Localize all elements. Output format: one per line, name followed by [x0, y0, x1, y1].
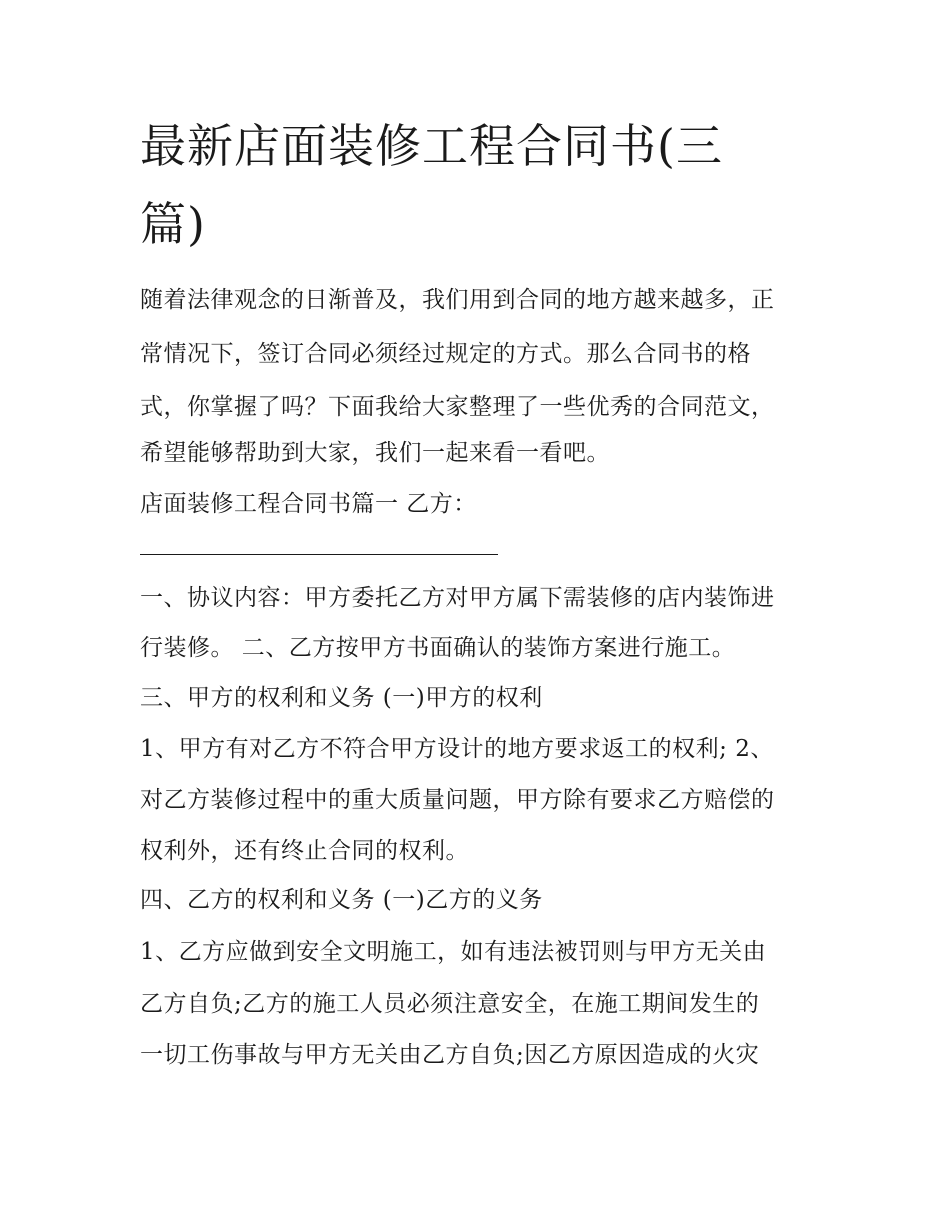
section-heading: 三、甲方的权利和义务 (一)甲方的权利 [140, 685, 543, 711]
body-line: 一切工伤事故与甲方无关由乙方自负;因乙方原因造成的火灾 [140, 1042, 760, 1068]
section-heading: 店面装修工程合同书篇一 乙方： [140, 491, 477, 517]
body-line: 常情况下，签订合同必须经过规定的方式。那么合同书的格 [140, 341, 751, 367]
body-line: 一、协议内容：甲方委托乙方对甲方属下需装修的店内装饰进 [140, 585, 775, 611]
body-line: 行装修。 二、乙方按甲方书面确认的装饰方案进行施工。 [140, 635, 736, 661]
body-line: 式，你掌握了吗？下面我给大家整理了一些优秀的合同范文， [140, 394, 775, 420]
body-line: 权利外，还有终止合同的权利。 [140, 838, 469, 864]
signature-blank-line [140, 554, 498, 555]
body-line: 希望能够帮助到大家，我们一起来看一看吧。 [140, 440, 610, 466]
document-title-line-2: 篇) [140, 197, 206, 251]
body-line: 对乙方装修过程中的重大质量问题，甲方除有要求乙方赔偿的 [140, 787, 775, 813]
body-line: 乙方自负;乙方的施工人员必须注意安全，在施工期间发生的 [140, 991, 760, 1017]
body-line: 1、甲方有对乙方不符合甲方设计的地方要求返工的权利; 2、 [140, 736, 774, 762]
document-title-line-1: 最新店面装修工程合同书(三 [140, 119, 723, 173]
section-heading: 四、乙方的权利和义务 (一)乙方的义务 [140, 887, 543, 913]
body-line: 随着法律观念的日渐普及，我们用到合同的地方越来越多，正 [140, 287, 775, 313]
body-line: 1、乙方应做到安全文明施工，如有违法被罚则与甲方无关由 [140, 939, 767, 965]
